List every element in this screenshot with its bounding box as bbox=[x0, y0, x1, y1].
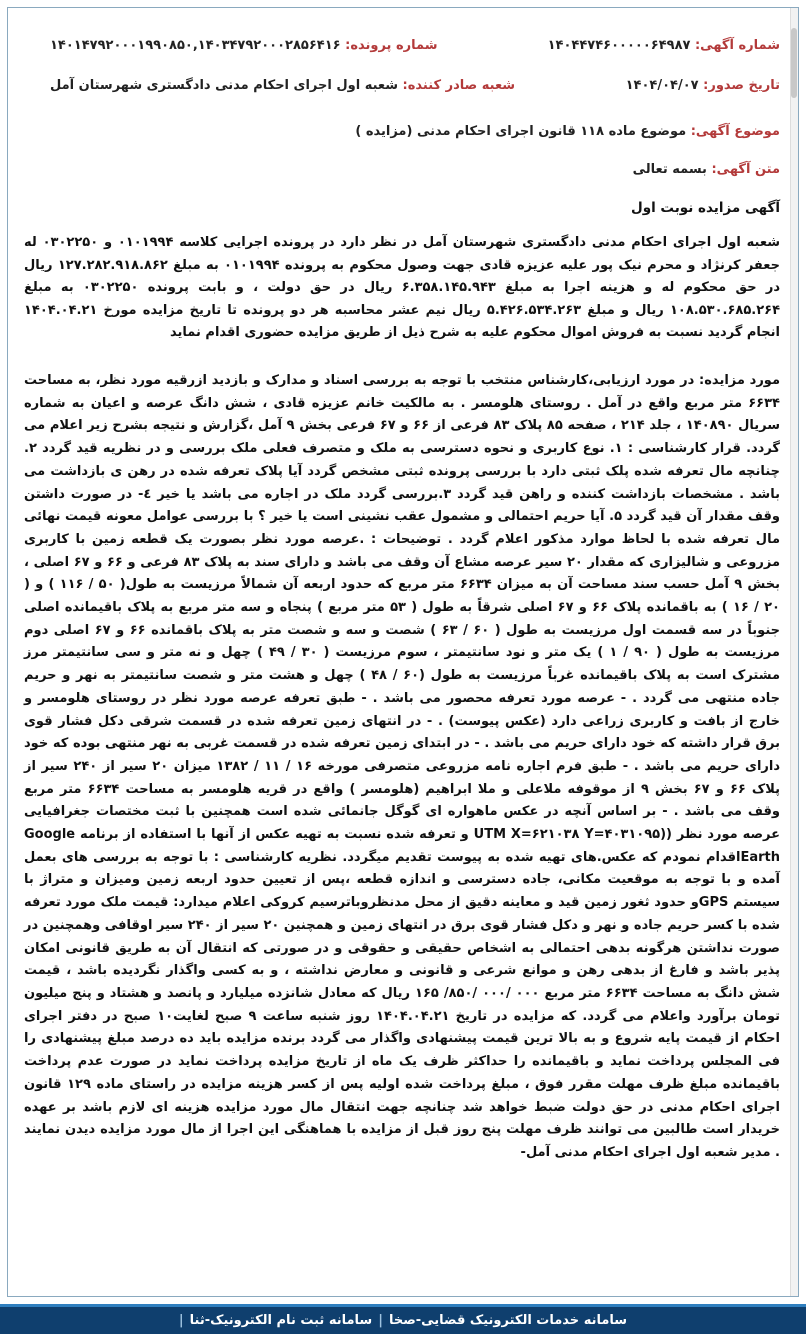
footer-separator: | bbox=[378, 1313, 383, 1328]
footer-link-sakha[interactable]: سامانه خدمات الکترونیک قضایی-صخا bbox=[388, 1313, 628, 1328]
file-number-row bbox=[50, 38, 438, 53]
subject-value: موضوع ماده ۱۱۸ قانون اجرای احکام مدنی (مزایده ) bbox=[355, 124, 687, 139]
issue-date-label: تاریخ صدور: bbox=[703, 78, 780, 93]
paragraph-auction-details: مورد مزایده: در مورد ارزیابی،کارشناس منتخب با توجه به بررسی اسناد و مدارک و بازدید ازرقیه مورد نظر، به مساحت ۶۶۳۴ متر مربع واقع در آمل . روستای هلومسر . به مالکیت خانم عزیزه قادی ، شش دانگ عرصه و اعیان به شماره سریال ۱۴۰۸۹۰ ، جلد ۲۱۴ ، صفحه ۸۵ پلاک ۸۳ فرعی از ۶۶ و ۶۷ فرعی بخش ۹ آمل ،گزارش و نتیجه بشرح زیر اعلام می گردد. قرار کارشناسی : ۱. نوع کاربری و نحوه دسترسی به ملک و متصرف فعلی ملک بررسی و در نظریه قید گردد ۲. چنانچه مال تعرفه شده پلک ثبتی دارد با بررسی پرونده ثبتی مشخص گردد آیا پلاک تعرفه شده در رهن ی بازداشت می باشد . مشخصات بازداشت کننده و راهن قید گردد ۳.بررسی گردد ملک در اجاره می باشد یا خیر ٤- در صورت داشتن وقف مقدار آن قید گردد ۵. آیا حریم احتمالی و مشمول عقب نشینی است یا خیر ؟ با بررسی عوامل معونه قیمت نهائی مال تعرفه شده با لحاظ موارد مذکور اعلام گردد . توضیحات : .عرصه مورد نظر بصورت یک قطعه زمین با کاربری مزروعی و شالیزاری که مقدار ۲۰ سیر عرصه مشاع آن وقف می باشد و دارای سند به پلاک ۸۳ فرعی و ۶۶ و ۶۷ اصلی ، بخش ۹ آمل حسب سند مساحت آن به میزان ۶۶۳۴ متر مربع که حدود اربعه آن شمالاً مرزیست به طول( ۵۰ / ۱۱۶ ) و ( ۲۰ / ۱۶ ) به باقمانده پلاک ۶۶ و ۶۷ اصلی شرقاً به طول ( ۵۳ متر مربع ) پنجاه و سه متر مربع به پلاک باقیمانده اصلی جنوباً در سه قسمت اول مرزیست به طول ( ۶۰ / ۶۳ ) شصت و سه و شصت متر به پلاک باقمانده ۶۶ و ۶۷ اصلی دوم مرزیست به طول ( ۹۰ / ۱ ) یک متر و نود سانتیمتر ، سوم مرزیست ( ۳۰ / ۴۹ ) چهل و نه متر و سی سانتیمتر مرز مشترک است به پلاک باقیمانده غرباً مرزیست به طول (۶۰ / ۴۸ ) چهل و هشت متر و شصت سانتیمتر به نهر و حریم جاده منتهی می گردد . - عرصه مورد تعرفه محصور می باشد . - طبق تعرفه عرصه مورد نظر در روستای هلومسر و خارج از بافت و کاربری زراعی دارد (عکس پیوست) . - در انتهای زمین تعرفه شده در قسمت شرقی دکل فشار قوی برق قرار داشته که خود دارای حریم می باشد . - در ابتدای زمین تعرفه شده در قسمت غربی به نهر منتهی بوده که خود دارای حریم می باشد . - طبق فرم اجاره نامه مزروعی متصرفی مورخه ۱۶ / ۱۱ / ۱۳۸۲ میزان ۲۰ سیر از ۲۴۰ سیر از پلاک ۶۶ و ۶۷ بخش ۹ از موقوفه ملاعلی و ملا ابراهیم (هلومسر ) واقع در قریه هلومسر به مساحت ۶۶۳۴ متر مربع وقف می باشد . - بر اساس آنچه در عکس ماهواره ای گوگل جانمائی شده است همچنین با ثبت مختصات جغرافیایی عرصه مورد نظر ((UTM X=۶۲۱۰۳۸ Y=۴۰۳۱۰۹۵ و تعرفه شده نسبت به تهیه عکس از آنها با استفاده از برنامه Google Earthاقدام نمودم که عکس.های تهیه شده به پیوست تقدیم میگردد. نظریه کارشناسی : با توجه به بررسی های بعمل آمده و با توجه به موقعیت مکانی، جاده دسترسی و اندازه قطعه ،پس از تعیین حدود اربعه زمین ومیزان و متراژ با سیستم GPSو حدود ثغور زمین قید و معاینه دقیق از محل مدنظروباترسیم کروکی اعلام میدارد: قیمت ملک مورد تعرفه شده با کسر حریم جاده و نهر و دکل فشار قوی برق در انتهای زمین و همچنین ۲۰ سیر از ۲۴۰ سیر اوقافی وهمچنین در صورت نداشتن هرگونه بدهی احتمالی به اشخاص حقیقی و حقوقی و در صورتی که انتقال آن به طریق قانونی امکان پذیر باشد و فارغ از بدهی رهن و موانع شرعی و قانونی و معارض نداشته ، و به کسی واگذار نگردیده باشد ، قیمت شش دانگ به مساحت ۶۶۳۴ متر مربع ۰۰۰ /۰۰۰ /۸۵۰/ ۱۶۵ ریال که معادل شانزده میلیارد و پانصد و هشتاد و پنج میلیون تومان برآورد واعلام می گردد. که مزایده در تاریخ ۱۴۰۴.۰۴.۲۱ روز شنبه ساعت ۹ صبح لغایت۱۰ صبح در دفتر اجرای احکام از قیمت پایه شروع و به بالا ترین قیمت پیشنهادی واگذار می گردد برنده مزایده باید ده درصد مبلغ پیشنهادی را فی المجلس پرداخت نماید و باقیمانده را حداکثر ظرف یک ماه از تاریخ مزایده پرداخت نماید در صورت عدم پرداخت باقیمانده مبلغ ظرف مهلت مقرر فوق ، مبلغ پرداخت شده اولیه پس از کسر هزینه مزایده در راستای ماده ۱۲۹ قانون اجرای احکام مدنی در حق دولت ضبط خواهد شد چنانچه جهت انتقال مال مورد مزایده هزینه ای لازم باشد بر عهده خریدار است طالبین می توانند ظرف مهلت پنج روز قبل از مزایده با هماهنگی این اجرا از مال مورد مزایده دیدن نمایند . مدیر شعبه اول اجرای احکام مدنی آمل- bbox=[24, 373, 781, 1160]
issue-date-value: ۱۴۰۴/۰۴/۰۷ bbox=[625, 78, 699, 93]
issue-date-row bbox=[626, 78, 780, 93]
issuer-row bbox=[50, 78, 515, 93]
footer-link-sana[interactable]: سامانه ثبت نام الکترونیک-ثنا bbox=[189, 1313, 373, 1328]
ad-number-label: شماره آگهی: bbox=[694, 38, 780, 53]
subject-label: موضوع آگهی: bbox=[690, 124, 780, 139]
issuer-label: شعبه صادر کننده: bbox=[402, 78, 516, 93]
notice-frame bbox=[7, 7, 799, 1297]
issuer-value: شعبه اول اجرای احکام مدنی دادگستری شهرستان آمل bbox=[50, 78, 399, 93]
text-label-value: بسمه تعالی bbox=[632, 162, 707, 177]
subject-row bbox=[355, 124, 780, 139]
scrollbar[interactable] bbox=[790, 8, 798, 1296]
scrollbar-thumb[interactable] bbox=[791, 28, 797, 98]
footer-bar bbox=[0, 1304, 806, 1334]
file-number-label: شماره پرونده: bbox=[345, 38, 438, 53]
footer-separator-end: | bbox=[178, 1313, 184, 1328]
text-label-row bbox=[633, 162, 780, 177]
ad-number-row bbox=[548, 38, 780, 53]
text-label: متن آگهی: bbox=[711, 162, 780, 177]
ad-number-value: ۱۴۰۴۴۷۴۶۰۰۰۰۰۶۴۹۸۷ bbox=[547, 38, 691, 53]
file-number-value: ۱۴۰۱۴۷۹۲۰۰۰۱۹۹۰۸۵۰,۱۴۰۳۴۷۹۲۰۰۰۲۸۵۶۴۱۶ bbox=[50, 38, 341, 53]
paragraph-intro: شعبه اول اجرای احکام مدنی دادگستری شهرستان آمل در نظر دارد در پرونده اجرایی کلاسه ۰۱۰۱۹۹۴ و ۰۳۰۲۲۵۰ له جعفر کرنژاد و محرم نیک پور علیه عزیزه قادی جهت وصول محکوم به پرونده ۰۱۰۱۹۹۴ به مبلغ ۱۲۷.۲۸۲.۹۱۸.۸۶۲ ریال در حق محکوم له و هزینه اجرا به مبلغ ۶.۳۵۸.۱۴۵.۹۴۳ ریال در حق دولت ، و بابت پرونده ۰۳۰۲۲۵۰ به مبلغ ۱۰۸.۵۳۰.۶۸۵.۲۶۴ ریال و مبلغ ۵.۴۲۶.۵۳۴.۲۶۳ ریال نیم عشر محاسبه هر دو پرونده تا تاریخ مزایده مورخ ۱۴۰۴.۰۴.۲۱ انجام گردید نسبت به فروش اموال محکوم علیه به شرح ذیل از طریق مزایده حضوری اقدام نماید bbox=[24, 235, 781, 340]
notice-title: آگهی مزایده نوبت اول bbox=[631, 200, 780, 216]
